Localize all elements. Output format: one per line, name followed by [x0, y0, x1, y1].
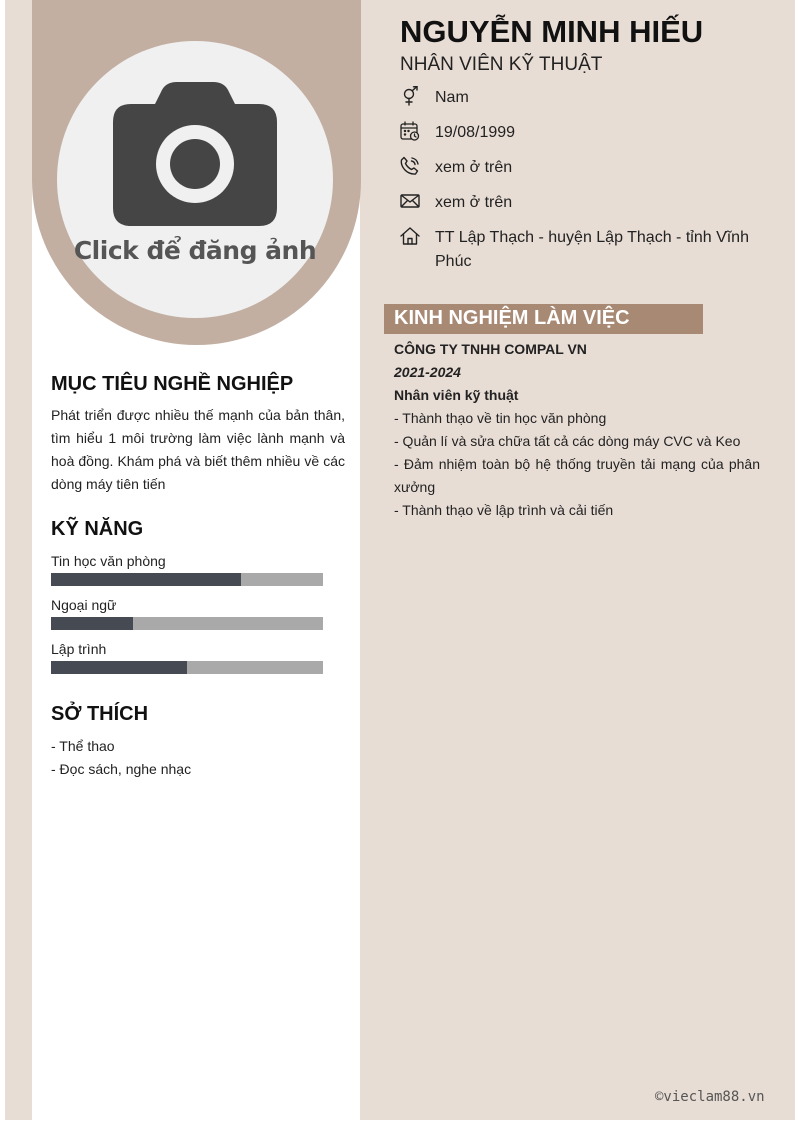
contact-birthdate: 19/08/1999: [435, 124, 516, 141]
home-icon: [400, 226, 420, 246]
experience-duty: - Quản lí và sửa chữa tất cả các dòng máy CVC và Keo: [394, 433, 741, 449]
experience-duty: - Thành thạo về tin học văn phòng: [394, 410, 607, 426]
job-title: NHÂN VIÊN KỸ THUẬT: [400, 54, 603, 75]
experience-title: KINH NGHIỆM LÀM VIỆC: [394, 307, 630, 329]
skill-bar: [51, 573, 323, 586]
contact-gender: Nam: [435, 89, 469, 106]
skill-bar-fill: [51, 617, 133, 630]
contact-address: TT Lập Thạch - huyện Lập Thạch - tỉnh Vĩnh Phúc: [435, 229, 749, 270]
experience-header: [384, 304, 703, 334]
left-accent-strip: [5, 0, 32, 1120]
hobby-item: - Đọc sách, nghe nhạc: [51, 761, 192, 777]
contact-email: xem ở trên: [435, 194, 513, 211]
skill-bar: [51, 617, 323, 630]
skill-bar-fill: [51, 573, 241, 586]
experience-duty: - Đảm nhiệm toàn bộ hệ thống truyền tải mạng của phân xưởng: [394, 456, 760, 495]
experience-position: Nhân viên kỹ thuật: [394, 387, 519, 403]
objective-text: Phát triển được nhiều thế mạnh của bản thân, tìm hiểu 1 môi trường làm việc lành mạnh và hoà đồng. Khám phá và biết thêm nhiều về các dòng máy tiên tiến: [51, 407, 345, 492]
skill-name: Ngoại ngữ: [51, 597, 117, 613]
phone-icon: [400, 156, 420, 176]
gender-icon: [400, 86, 420, 106]
photo-upload-label[interactable]: Click để đăng ảnh: [73, 236, 317, 265]
mail-icon: [400, 191, 420, 211]
skill-bar: [51, 661, 323, 674]
hobby-item: - Thể thao: [51, 738, 115, 754]
watermark: ©vieclam88.vn: [655, 1089, 765, 1105]
calendar-icon: [400, 121, 420, 141]
hobbies-title: SỞ THÍCH: [51, 703, 149, 725]
skill-name: Tin học văn phòng: [51, 553, 166, 569]
skill-bar-fill: [51, 661, 187, 674]
objective-title: MỤC TIÊU NGHỀ NGHIỆP: [51, 373, 294, 395]
skills-title: KỸ NĂNG: [51, 518, 144, 540]
camera-icon[interactable]: [113, 82, 277, 226]
skill-name: Lập trình: [51, 641, 107, 657]
experience-duty: - Thành thạo về lập trình và cải tiến: [394, 502, 614, 518]
experience-period: 2021-2024: [394, 364, 461, 380]
candidate-name: NGUYỄN MINH HIẾU: [400, 14, 704, 49]
contact-phone: xem ở trên: [435, 159, 513, 176]
experience-company: CÔNG TY TNHH COMPAL VN: [394, 341, 587, 357]
